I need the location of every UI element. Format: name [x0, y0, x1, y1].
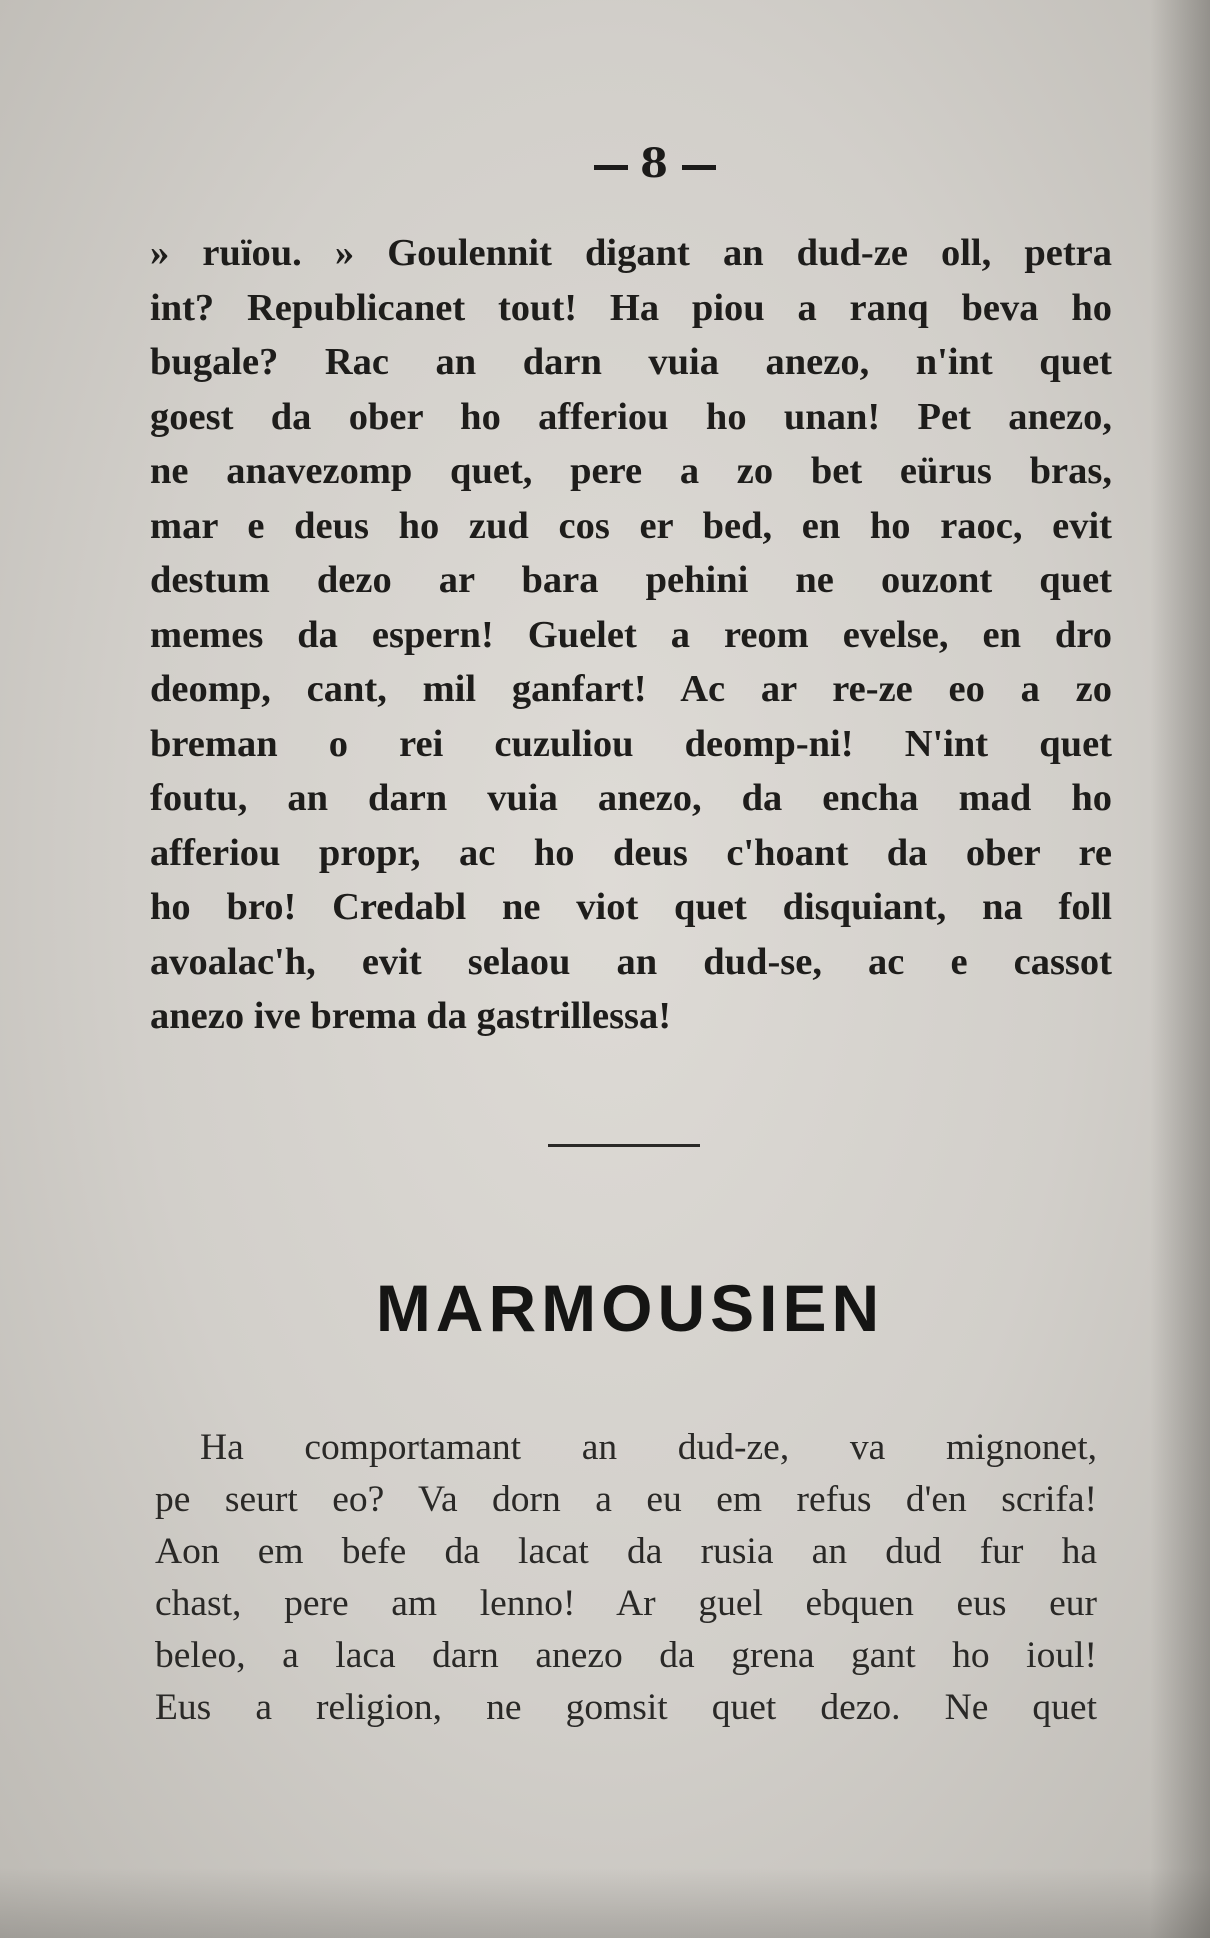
text-line: anezo ive brema da gastrillessa! [150, 995, 672, 1037]
text-line: Aon em befe da lacat da rusia an dud fur ha [155, 1531, 1097, 1572]
text-line: » ruïou. » Goulennit digant an dud-ze oll, petra [150, 232, 1112, 274]
text-line: memes da espern! Guelet a reom evelse, en dro [150, 613, 1112, 656]
top-paragraph [150, 226, 1112, 1044]
text-line: mar e deus ho zud cos er bed, en ho raoc, evit [150, 504, 1112, 547]
text-line: ho bro! Credabl ne viot quet disquiant, na foll [150, 886, 1112, 928]
text-line: int? Republicanet tout! Ha piou a ranq beva ho [150, 286, 1112, 329]
text-line: Ha comportamant an dud-ze, va mignonet, [200, 1427, 1097, 1468]
text-line: Eus a religion, ne gomsit quet dezo. Ne quet [155, 1687, 1097, 1728]
bottom-paragraph [155, 1422, 1097, 1734]
text-line: beleo, a laca darn anezo da grena gant ho ioul! [155, 1635, 1097, 1676]
text-line: afferiou propr, ac ho deus c'hoant da ober re [150, 831, 1112, 874]
text-line: deomp, cant, mil ganfart! Ac ar re-ze eo a zo [150, 668, 1112, 710]
page-number-dash-right [682, 165, 716, 170]
text-line: ne anavezomp quet, pere a zo bet eürus bras, [150, 450, 1112, 492]
page-number-dash-left [594, 165, 628, 170]
page-number [0, 140, 1210, 187]
text-line: bugale? Rac an darn vuia anezo, n'int quet [150, 341, 1112, 383]
page-number-value: 8 [640, 140, 670, 187]
text-line: goest da ober ho afferiou ho unan! Pet anezo, [150, 395, 1112, 438]
text-line: chast, pere am lenno! Ar guel ebquen eus eur [155, 1583, 1097, 1624]
section-heading: MARMOUSIEN [375, 1271, 885, 1345]
text-line: breman o rei cuzuliou deomp-ni! N'int quet [150, 722, 1112, 765]
text-line: destum dezo ar bara pehini ne ouzont quet [150, 559, 1112, 601]
text-line: avoalac'h, evit selaou an dud-se, ac e cassot [150, 940, 1112, 983]
text-line: pe seurt eo? Va dorn a eu em refus d'en scrifa! [155, 1479, 1097, 1520]
section-divider [548, 1144, 700, 1147]
text-line: foutu, an darn vuia anezo, da encha mad ho [150, 777, 1112, 819]
